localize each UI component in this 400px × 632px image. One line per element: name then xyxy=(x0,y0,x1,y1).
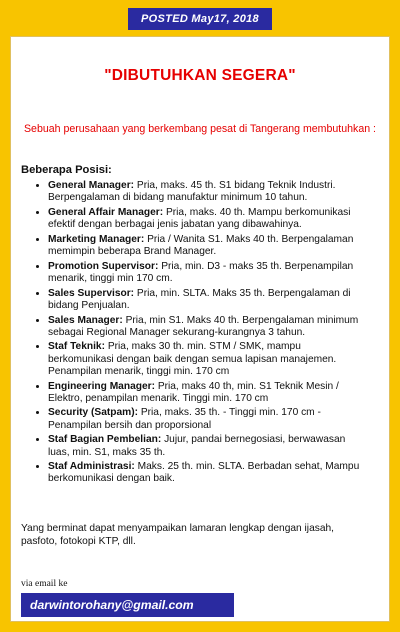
position-item xyxy=(48,288,368,312)
position-item xyxy=(48,434,368,458)
position-title: Engineering Manager: xyxy=(48,380,155,392)
email-address[interactable]: darwintorohany@gmail.com xyxy=(21,593,234,617)
position-title: Staf Teknik: xyxy=(48,341,105,353)
position-description: Pria, min. D3 - maks 35 th. Berpenampilan menarik, tinggi min 170 cm. xyxy=(48,260,354,284)
position-item xyxy=(48,180,368,204)
posted-date-banner: POSTED May17, 2018 xyxy=(128,8,272,30)
position-item xyxy=(48,261,368,285)
position-description: Pria, maks. 45 th. S1 bidang Teknik Industri. Berpengalaman di bidang manufaktur minimum 10 tahun. xyxy=(48,180,336,204)
position-title: Security (Satpam): xyxy=(48,407,139,419)
position-item xyxy=(48,461,368,485)
position-description: Pria, maks 30 th. min. STM / SMK, mampu berkomunikasi dengan baik dengan semua lapisan manajemen. Penampilan menarik, tinggi min. 170 cm xyxy=(48,341,337,377)
position-item xyxy=(48,234,368,258)
position-description: Jujur, pandai bernegosiasi, berwawasan luas, min. S1, maks 35 th. xyxy=(48,434,346,458)
headline: "DIBUTUHKAN SEGERA" xyxy=(104,67,296,84)
position-title: General Manager: xyxy=(48,180,135,191)
position-title: Staf Bagian Pembelian: xyxy=(48,434,162,446)
position-title: Promotion Supervisor: xyxy=(48,260,159,272)
position-title: Marketing Manager: xyxy=(48,233,145,245)
position-item xyxy=(48,207,368,231)
position-description: Pria, maks. 40 th. Mampu berkomunikasi efektif dengan berbagai jenis jabatan yang dibawahinya. xyxy=(48,206,351,231)
position-title: Sales Manager: xyxy=(48,314,123,326)
positions-list xyxy=(11,180,368,488)
position-title: Sales Supervisor: xyxy=(48,287,135,299)
position-item xyxy=(48,315,368,339)
via-email-label: via email ke xyxy=(21,579,68,589)
position-description: Pria, min. SLTA. Maks 35 th. Berpengalaman di bidang Penjualan. xyxy=(48,287,351,311)
position-description: Pria, maks 40 th, min. S1 Teknik Mesin / Elektro, penampilan menarik. Tinggi min. 170 cm xyxy=(48,380,339,404)
position-description: Maks. 25 th. min. SLTA. Berbadan sehat, Mampu berkomunikasi dengan baik. xyxy=(48,461,360,485)
position-item xyxy=(48,407,368,431)
position-description: Pria / Wanita S1. Maks 40 th. Berpengalaman memimpin beberapa Brand Manager. xyxy=(48,233,354,258)
position-description: Pria, min S1. Maks 40 th. Berpengalaman minimum sebagai Regional Manager sekurang-kurangnya 3 tahun. xyxy=(48,314,359,338)
position-item xyxy=(48,341,368,378)
position-title: General Affair Manager: xyxy=(48,206,164,218)
position-description: Pria, maks. 35 th. - Tinggi min. 170 cm - Penampilan bersih dan proporsional xyxy=(48,407,321,431)
intro-text: Sebuah perusahaan yang berkembang pesat di Tangerang membutuhkan : xyxy=(23,123,376,135)
section-title: Beberapa Posisi: xyxy=(21,164,112,176)
position-item xyxy=(48,381,368,405)
position-title: Staf Administrasi: xyxy=(48,461,135,473)
job-ad-card xyxy=(10,36,390,622)
closing-text: Yang berminat dapat menyampaikan lamaran lengkap dengan ijasah, pasfoto, fotokopi KTP, dll. xyxy=(21,523,334,547)
